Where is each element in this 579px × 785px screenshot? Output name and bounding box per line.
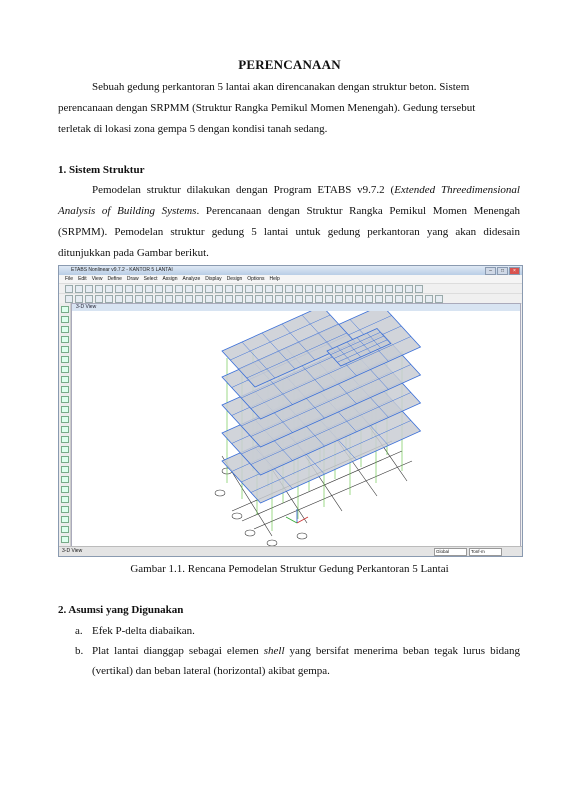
- list-text: Plat lantai dianggap sebagai elemen: [92, 645, 264, 657]
- left-toolbar-button[interactable]: [61, 476, 69, 483]
- toolbar-button[interactable]: [65, 285, 73, 293]
- toolbar-button[interactable]: [415, 285, 423, 293]
- toolbar-button[interactable]: [255, 295, 263, 303]
- toolbar-button[interactable]: [295, 285, 303, 293]
- coordinate-system-select[interactable]: Global: [434, 548, 467, 556]
- toolbar-button[interactable]: [75, 295, 83, 303]
- toolbar-button[interactable]: [125, 285, 133, 293]
- left-toolbar-button[interactable]: [61, 336, 69, 343]
- status-view: 3-D View: [62, 548, 83, 554]
- viewport-title: 3-D View: [72, 304, 520, 311]
- toolbar-button[interactable]: [285, 285, 293, 293]
- toolbar-button[interactable]: [295, 295, 303, 303]
- toolbar-button[interactable]: [405, 285, 413, 293]
- menu-item[interactable]: Edit: [78, 276, 87, 282]
- list-marker: a.: [75, 625, 83, 637]
- toolbar-button[interactable]: [335, 285, 343, 293]
- toolbar-button[interactable]: [305, 285, 313, 293]
- section1-text: Pemodelan struktur dilakukan dengan Program ETABS v9.7.2 (: [92, 184, 395, 196]
- left-toolbar-button[interactable]: [61, 366, 69, 373]
- toolbar-button[interactable]: [265, 295, 273, 303]
- list-item: [58, 622, 520, 641]
- toolbar-button[interactable]: [145, 295, 153, 303]
- section1-text: . Perencanaan dengan Struktur Rangka Pemikul Momen Menengah (SRPMM). Pemodelan struktur gedung 5 lantai untuk gedung perkantoran yang akan didesain ditunjukkan pada Gambar berikut.: [58, 205, 521, 259]
- toolbar-button[interactable]: [175, 295, 183, 303]
- toolbar-button[interactable]: [135, 285, 143, 293]
- toolbar-button[interactable]: [145, 285, 153, 293]
- toolbar-button[interactable]: [165, 285, 173, 293]
- toolbar-button[interactable]: [355, 295, 363, 303]
- toolbar-button[interactable]: [205, 285, 213, 293]
- toolbar-button[interactable]: [115, 295, 123, 303]
- toolbar-button[interactable]: [255, 285, 263, 293]
- toolbar-button[interactable]: [105, 295, 113, 303]
- structure-3d-model: [72, 311, 521, 547]
- left-toolbar-button[interactable]: [61, 376, 69, 383]
- toolbar-button[interactable]: [185, 295, 193, 303]
- toolbar-button[interactable]: [325, 285, 333, 293]
- units-select[interactable]: Tonf-m: [469, 548, 502, 556]
- toolbar-button[interactable]: [385, 285, 393, 293]
- left-toolbar-button[interactable]: [61, 446, 69, 453]
- toolbar-button[interactable]: [195, 285, 203, 293]
- toolbar-button[interactable]: [165, 295, 173, 303]
- toolbar-button[interactable]: [175, 285, 183, 293]
- menu-item[interactable]: Select: [143, 276, 158, 282]
- toolbar-button[interactable]: [235, 295, 243, 303]
- left-toolbar-button[interactable]: [61, 406, 69, 413]
- menu-item[interactable]: Analyze: [182, 276, 201, 282]
- toolbar-button[interactable]: [285, 295, 293, 303]
- toolbar-button[interactable]: [275, 295, 283, 303]
- menu-item[interactable]: Define: [107, 276, 122, 282]
- toolbar-button[interactable]: [65, 295, 73, 303]
- maximize-icon[interactable]: □: [497, 267, 508, 275]
- toolbar-button[interactable]: [375, 295, 383, 303]
- menu-bar: [59, 275, 522, 284]
- list-text: Efek P-delta diabaikan.: [92, 625, 195, 637]
- toolbar-button[interactable]: [425, 295, 433, 303]
- left-toolbar-button[interactable]: [61, 456, 69, 463]
- toolbar-button[interactable]: [75, 285, 83, 293]
- toolbar-button[interactable]: [415, 295, 423, 303]
- toolbar-button[interactable]: [345, 295, 353, 303]
- toolbar-button[interactable]: [315, 295, 323, 303]
- left-toolbar-button[interactable]: [61, 306, 69, 313]
- list-text: yang bersifat menerima beban tegak lurus bidang (vertikal) dan beban lateral (horizontal) akibat gempa.: [92, 645, 521, 677]
- left-toolbar-button[interactable]: [61, 316, 69, 323]
- toolbar-top: [59, 284, 522, 294]
- toolbar-button[interactable]: [245, 295, 253, 303]
- toolbar-button[interactable]: [365, 295, 373, 303]
- list-term: shell: [263, 645, 285, 657]
- toolbar-button[interactable]: [215, 295, 223, 303]
- toolbar-button[interactable]: [105, 285, 113, 293]
- menu-item[interactable]: Assign: [162, 276, 178, 282]
- left-toolbar-button[interactable]: [61, 496, 69, 503]
- left-toolbar-button[interactable]: [61, 326, 69, 333]
- menu-item[interactable]: Design: [226, 276, 243, 282]
- toolbar-button[interactable]: [155, 295, 163, 303]
- left-toolbar-button[interactable]: [61, 486, 69, 493]
- toolbar-button[interactable]: [135, 295, 143, 303]
- toolbar-button[interactable]: [435, 295, 443, 303]
- toolbar-button[interactable]: [95, 285, 103, 293]
- menu-item[interactable]: Display: [205, 276, 222, 282]
- toolbar-button[interactable]: [125, 295, 133, 303]
- left-toolbar-button[interactable]: [61, 506, 69, 513]
- section-heading: 2. Asumsi yang Digunakan: [58, 604, 184, 616]
- model-viewport[interactable]: [71, 303, 521, 547]
- toolbar-button[interactable]: [85, 285, 93, 293]
- list-item: [58, 641, 520, 681]
- toolbar-button[interactable]: [95, 295, 103, 303]
- toolbar-button[interactable]: [275, 285, 283, 293]
- left-toolbar-button[interactable]: [61, 386, 69, 393]
- toolbar-button[interactable]: [85, 295, 93, 303]
- left-toolbar-button[interactable]: [61, 426, 69, 433]
- intro-paragraph: [58, 77, 520, 140]
- toolbar-button[interactable]: [355, 285, 363, 293]
- toolbar-button[interactable]: [205, 295, 213, 303]
- status-bar: [59, 546, 522, 556]
- toolbar-button[interactable]: [325, 295, 333, 303]
- window-title: ETABS Nonlinear v9.7.2 - KANTOR 5 LANTAI: [71, 267, 173, 273]
- software-fullname: Extended Threedimensional Analysis of Building Systems: [58, 184, 520, 217]
- toolbar-button[interactable]: [185, 285, 193, 293]
- minimize-icon[interactable]: –: [485, 267, 496, 275]
- toolbar-button[interactable]: [215, 285, 223, 293]
- floor-slabs: [222, 311, 421, 531]
- toolbar-button[interactable]: [395, 295, 403, 303]
- menu-item[interactable]: Options: [247, 276, 265, 282]
- close-icon[interactable]: ×: [509, 267, 520, 275]
- intro-line: Sebuah gedung perkantoran 5 lantai akan direncanakan dengan struktur beton. Sistem: [92, 81, 470, 93]
- toolbar-button[interactable]: [305, 295, 313, 303]
- toolbar-button[interactable]: [225, 285, 233, 293]
- toolbar-button[interactable]: [115, 285, 123, 293]
- left-toolbar-button[interactable]: [61, 346, 69, 353]
- intro-line: perencanaan dengan SRPMM (Struktur Rangka Pemikul Momen Menengah). Gedung tersebut: [58, 102, 476, 114]
- global-axes: [286, 509, 308, 523]
- left-toolbar-button[interactable]: [61, 356, 69, 363]
- left-toolbar-button[interactable]: [61, 526, 69, 533]
- toolbar-button[interactable]: [265, 285, 273, 293]
- toolbar-button[interactable]: [315, 285, 323, 293]
- window-titlebar: [59, 266, 522, 275]
- toolbar-button[interactable]: [195, 295, 203, 303]
- etabs-screenshot: [58, 265, 523, 557]
- menu-item[interactable]: View: [91, 276, 103, 282]
- left-toolbar-button[interactable]: [61, 466, 69, 473]
- left-toolbar: [59, 303, 71, 547]
- menu-item[interactable]: Draw: [126, 276, 139, 282]
- toolbar-button[interactable]: [395, 285, 403, 293]
- toolbar-button[interactable]: [335, 295, 343, 303]
- toolbar-button[interactable]: [245, 285, 253, 293]
- toolbar-button[interactable]: [405, 295, 413, 303]
- menu-item[interactable]: Help: [269, 276, 280, 282]
- toolbar-button[interactable]: [225, 295, 233, 303]
- left-toolbar-button[interactable]: [61, 436, 69, 443]
- menu-item[interactable]: File: [65, 276, 74, 282]
- toolbar-button[interactable]: [345, 285, 353, 293]
- section-heading: 1. Sistem Struktur: [58, 164, 145, 176]
- left-toolbar-button[interactable]: [61, 516, 69, 523]
- toolbar-button[interactable]: [365, 285, 373, 293]
- intro-line: terletak di lokasi zona gempa 5 dengan kondisi tanah sedang.: [58, 123, 328, 135]
- list-marker: b.: [75, 645, 84, 657]
- figure-caption: Gambar 1.1. Rencana Pemodelan Struktur Gedung Perkantoran 5 Lantai: [130, 563, 449, 575]
- toolbar-button[interactable]: [375, 285, 383, 293]
- toolbar-button[interactable]: [235, 285, 243, 293]
- section1-paragraph: [58, 180, 520, 264]
- assumption-list: [58, 622, 520, 681]
- left-toolbar-button[interactable]: [61, 396, 69, 403]
- left-toolbar-button[interactable]: [61, 416, 69, 423]
- left-toolbar-button[interactable]: [61, 536, 69, 543]
- toolbar-button[interactable]: [385, 295, 393, 303]
- page-title: PERENCANAAN: [238, 57, 341, 72]
- toolbar-button[interactable]: [155, 285, 163, 293]
